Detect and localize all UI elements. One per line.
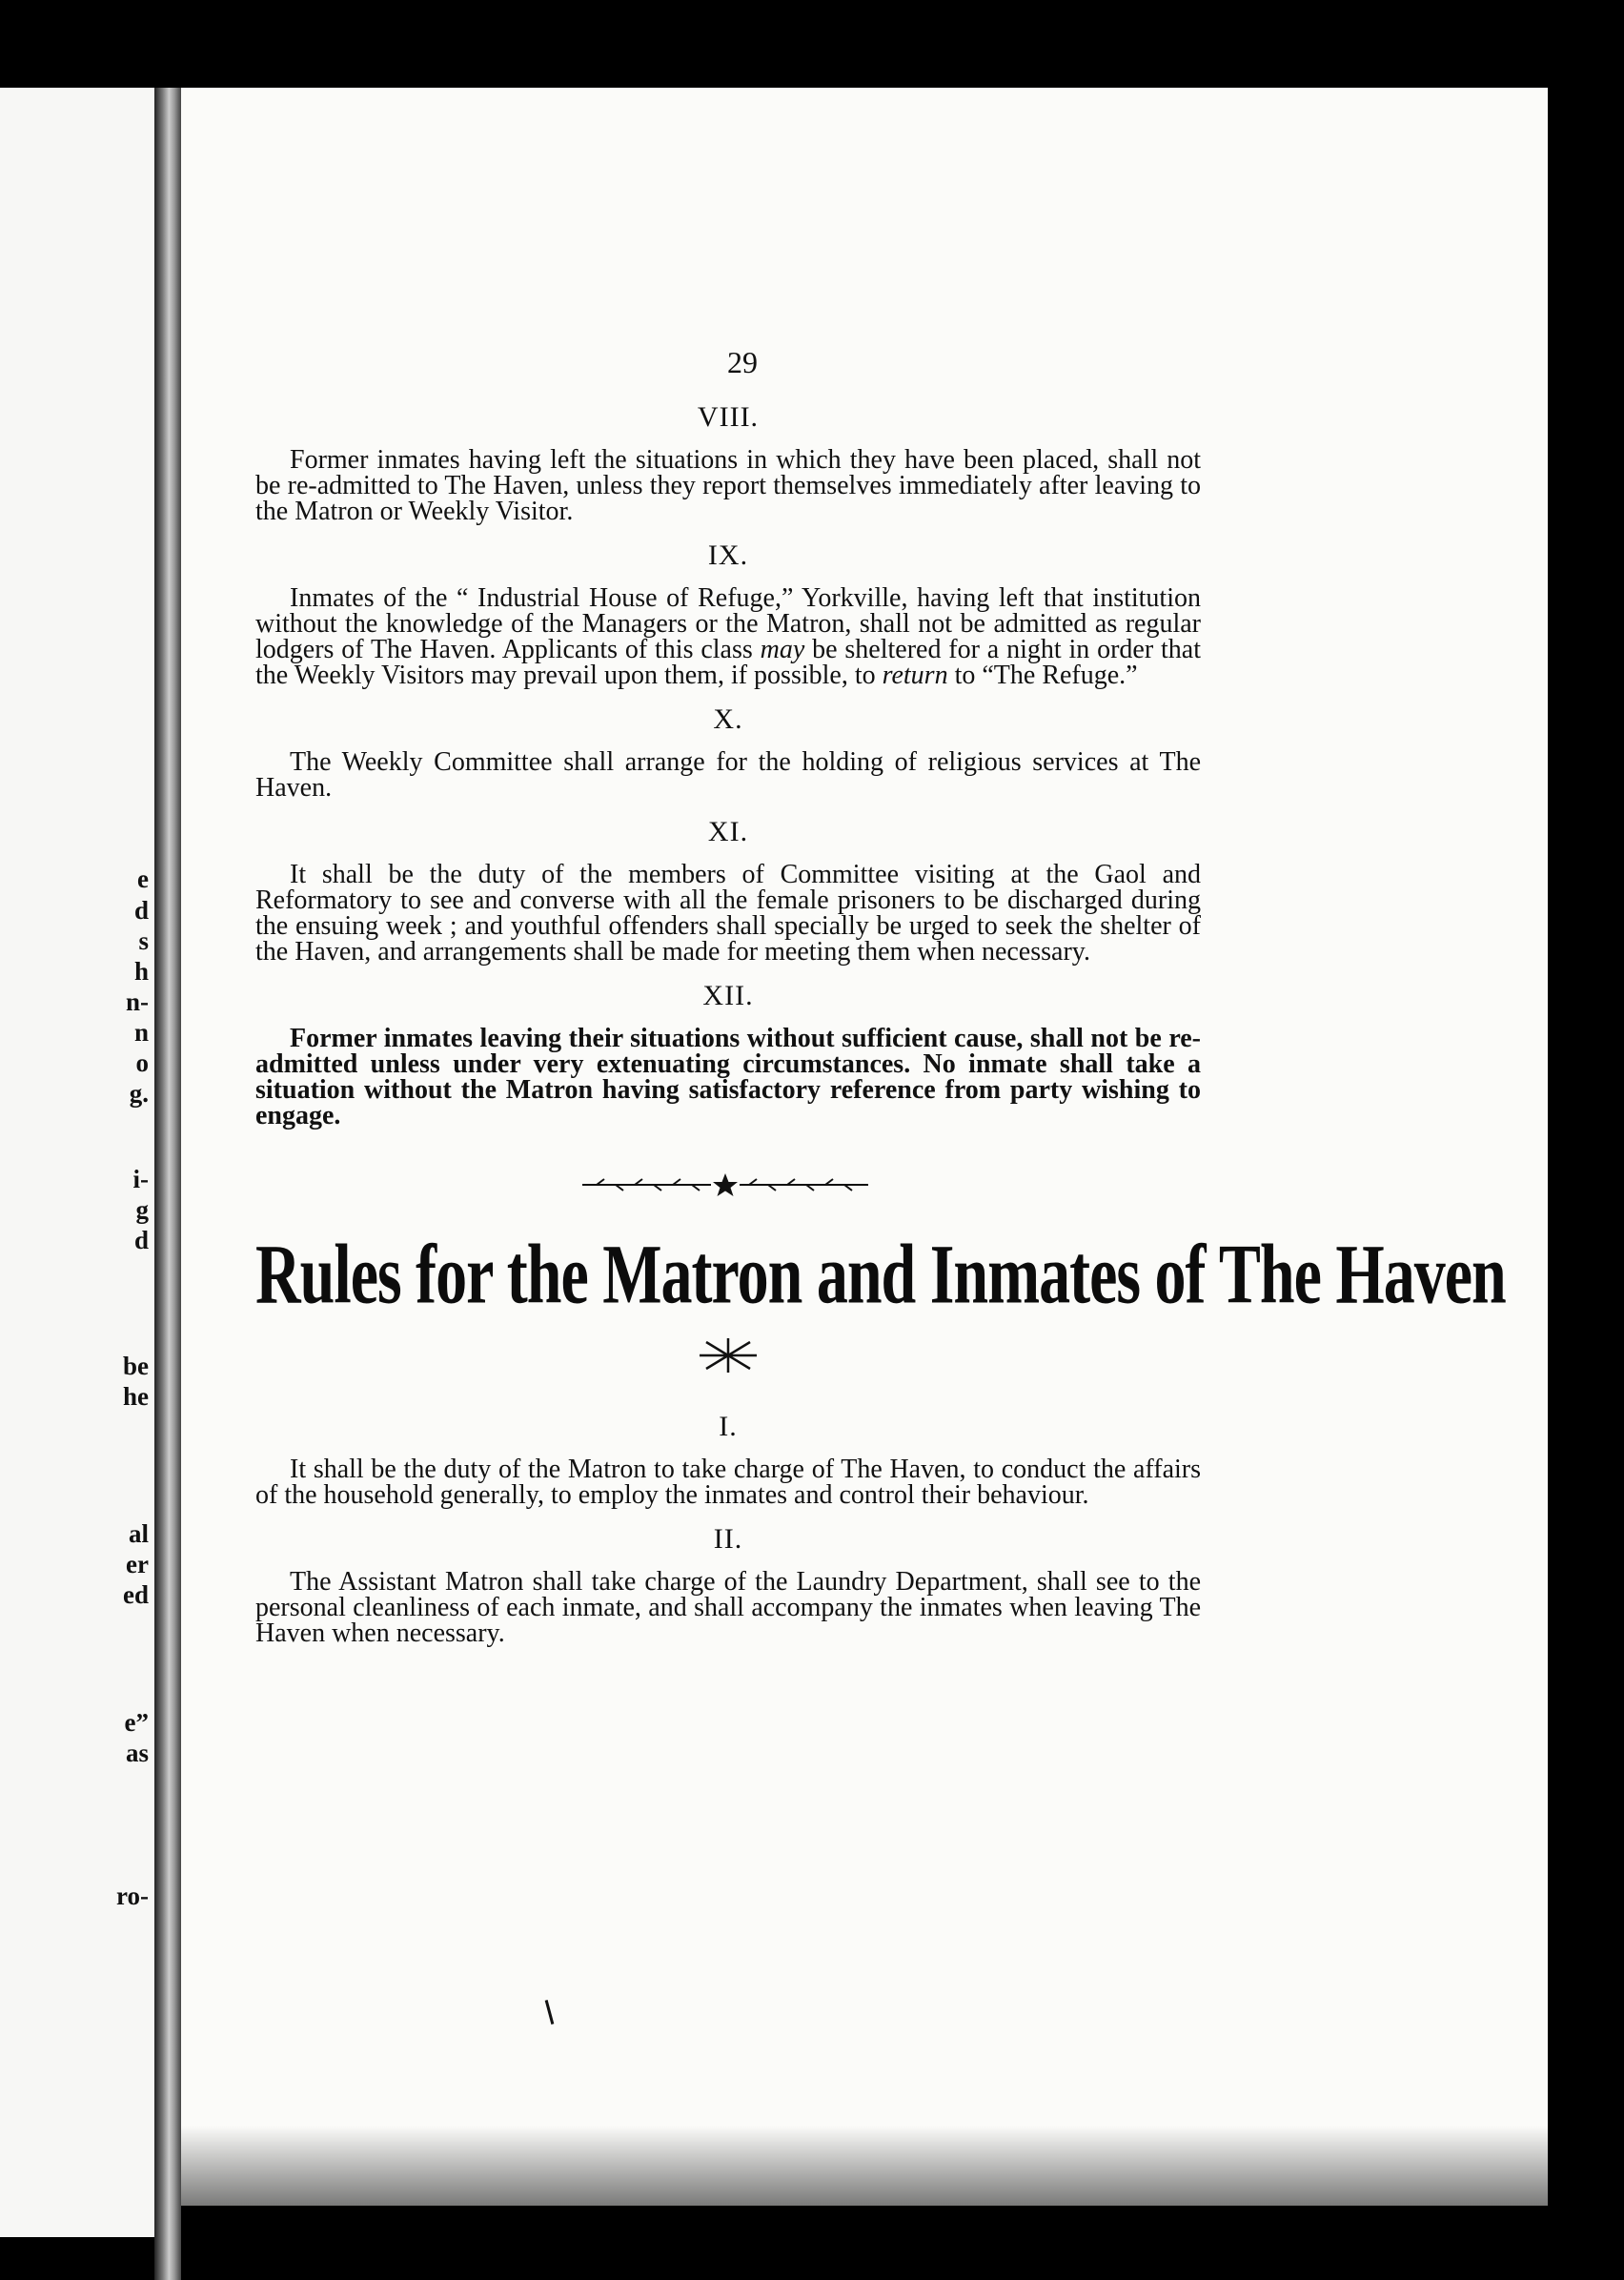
fragment: e: [137, 865, 149, 893]
rule-text: Former inmates having left the situations in which they have been placed, shall not be re-admitted to The Haven, unless they report themselves immediately after leaving to the Matron or Weekly Visitor.: [255, 445, 1201, 526]
rule-text: It shall be the duty of the Matron to take charge of The Haven, to conduct the affairs of the household generally, to employ the inmates and control their behaviour.: [255, 1455, 1201, 1510]
rule-number: II.: [713, 1523, 743, 1555]
fragment: er: [126, 1550, 149, 1578]
fragment: he: [123, 1382, 149, 1411]
fragment: n-: [125, 987, 149, 1016]
fragment: e”: [124, 1708, 149, 1737]
page-content: [255, 345, 1506, 1648]
rule-text-part: be sheltered for a night in order that the Weekly Visitors may prevail upon them, if possible, to: [255, 635, 1202, 690]
fragment: h: [133, 957, 149, 986]
fragment: ed: [123, 1580, 149, 1609]
rule-number: XII.: [702, 980, 754, 1011]
vine-ornament-icon: [578, 1171, 873, 1199]
rule-number: XI.: [707, 816, 749, 847]
emphasis-return: return: [882, 661, 948, 690]
fragment: g.: [129, 1079, 149, 1108]
rule-text-part: Inmates of the “ Industrial House of Refuge,” Yorkville, having left that institution without the knowledge of the Managers or the Matron, shall not be admitted as regular lodgers of The Haven. Applicants of this class: [255, 583, 1201, 664]
fragment: i-: [132, 1165, 149, 1193]
scan-border-top: [0, 0, 1624, 88]
section-heading: Rules for the Matron and Inmates of The Haven: [255, 1228, 1506, 1322]
scan-border-right: [1540, 0, 1624, 2280]
fragment: o: [135, 1048, 149, 1077]
page-number: 29: [727, 345, 758, 379]
page-bottom-shadow: [181, 2126, 1548, 2211]
fragment: as: [125, 1739, 149, 1767]
asterism-ornament: [255, 1334, 1201, 1382]
fragment: g: [135, 1195, 149, 1224]
ornamental-divider: [255, 1167, 1201, 1205]
fragment: d: [133, 896, 149, 925]
rule-text: It shall be the duty of the members of Committee visiting at the Gaol and Reformatory to see and converse with all the female prisoners to be discharged during the ensuing week ; and youthful offenders shall specially be urged to seek the shelter of the Haven, and arrangements shall be made for meeting them when necessary.: [255, 860, 1201, 967]
rule-number: X.: [713, 703, 743, 735]
book-spine-gutter: [154, 88, 181, 2280]
fragment: ro-: [116, 1882, 149, 1910]
facing-page-edge: [0, 88, 160, 2237]
rule-xi: [255, 816, 1201, 965]
rule-text: The Assistant Matron shall take charge of the Laundry Department, shall see to the personal cleanliness of each inmate, and shall accompany the inmates when leaving The Haven when necessary.: [255, 1567, 1201, 1648]
rule-viii: [255, 401, 1201, 524]
fragment: d: [133, 1226, 149, 1254]
matron-rule-ii: [255, 1523, 1201, 1646]
rule-ix: [255, 539, 1201, 688]
rule-x: [255, 703, 1201, 801]
facing-page-text-fragments: [103, 88, 160, 2237]
rule-number: IX.: [707, 539, 749, 571]
fragment: al: [128, 1519, 149, 1548]
emphasis-may: may: [760, 635, 805, 664]
rule-text: The Weekly Committee shall arrange for the holding of religious services at The Haven.: [255, 747, 1201, 803]
matron-rule-i: [255, 1411, 1201, 1508]
fragment: s: [138, 926, 149, 955]
asterisk-ornament-icon: [695, 1334, 761, 1376]
rule-text-part: to “The Refuge.”: [947, 661, 1138, 690]
rule-text: Former inmates leaving their situations without sufficient cause, shall not be re-admitted unless under very extenuating circumstances. No inmate shall take a situation without the Matron having satisfactory reference from party wishing to engage.: [255, 1024, 1201, 1130]
fragment: n: [133, 1018, 149, 1047]
rule-text: [255, 585, 1201, 688]
rule-number: I.: [719, 1411, 738, 1442]
rule-xii: [255, 980, 1201, 1129]
rule-number: VIII.: [697, 401, 760, 433]
fragment: be: [123, 1352, 149, 1380]
